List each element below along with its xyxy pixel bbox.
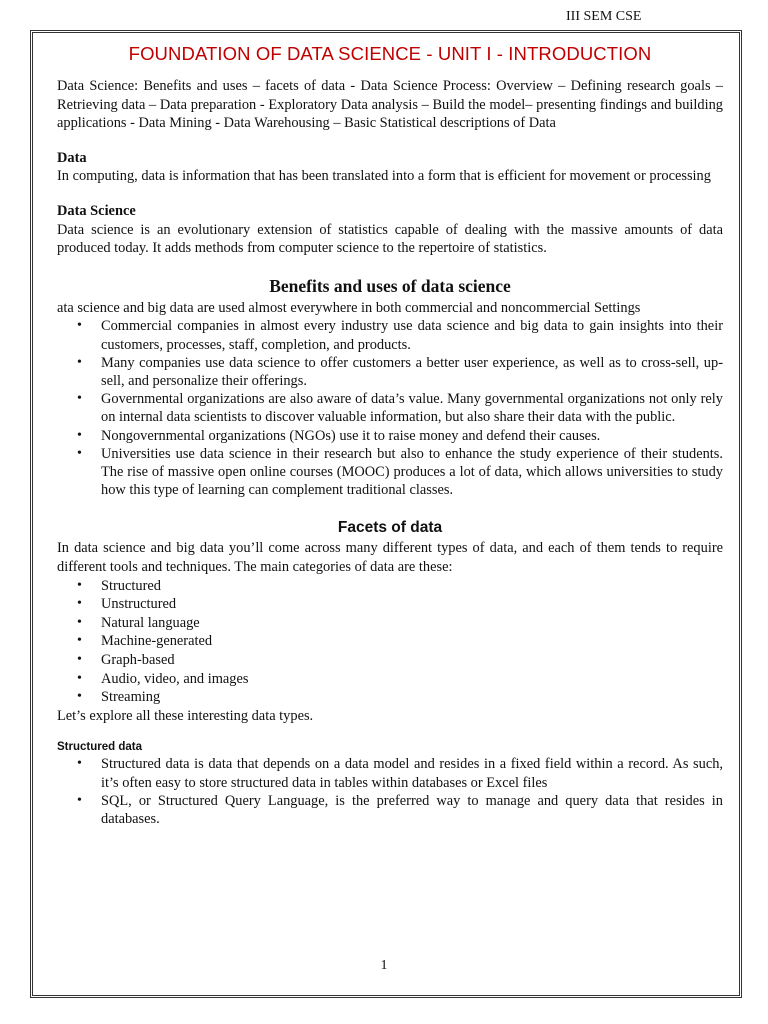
page-title: FOUNDATION OF DATA SCIENCE - UNIT I - INTRODUCTION <box>128 43 652 64</box>
data-science-heading: Data Science <box>57 202 136 219</box>
facets-outro: Let’s explore all these interesting data types. <box>57 707 314 724</box>
list-item: • Governmental organizations are also aware of data’s value. Many governmental organizations not only rely on internal data scientists to discover valuable information, but also share their data with the public. <box>57 390 723 426</box>
page-number: 1 <box>380 958 388 973</box>
structured-data-list <box>57 755 723 828</box>
data-science-definition: Data science is an evolutionary extension of statistics capable of dealing with the massive amounts of data produced today. It adds methods from computer science to the repertoire of statistics. <box>57 221 723 257</box>
facets-list <box>57 577 723 707</box>
list-item: • Streaming <box>57 688 723 707</box>
structured-data-heading: Structured data <box>57 741 142 754</box>
list-item: • Structured data is data that depends on a data model and resides in a fixed field within a record. As such, it’s often easy to store structured data in tables within databases or Excel files <box>57 755 723 791</box>
list-item: • Audio, video, and images <box>57 670 723 689</box>
list-item: • Structured <box>57 577 723 596</box>
facets-heading: Facets of data <box>337 519 443 537</box>
list-item: • Unstructured <box>57 595 723 614</box>
data-heading: Data <box>57 149 87 166</box>
list-item: • Commercial companies in almost every industry use data science and big data to gain insights into their customers, processes, staff, completion, and products. <box>57 317 723 353</box>
syllabus-paragraph: Data Science: Benefits and uses – facets of data - Data Science Process: Overview – Defining research goals – Retrieving data – Data preparation - Exploratory Data analysis – Build the model– presenting findings and building applications - Data Mining - Data Warehousing – Basic Statistical descriptions of Data <box>57 78 723 132</box>
benefits-list <box>57 317 723 499</box>
list-item: • Universities use data science in their research but also to enhance the study experience of their students. The rise of massive open online courses (MOOC) produces a lot of data, which allows universities to study how this type of learning can complement traditional classes. <box>57 445 723 500</box>
list-item: • Nongovernmental organizations (NGOs) use it to raise money and defend their causes. <box>57 427 723 445</box>
list-item: • Natural language <box>57 614 723 633</box>
facets-intro: In data science and big data you’ll come across many different types of data, and each of them tends to require different tools and techniques. The main categories of data are these: <box>57 540 723 575</box>
document-body <box>57 40 723 828</box>
list-item: • Graph-based <box>57 651 723 670</box>
list-item: • Machine-generated <box>57 632 723 651</box>
benefits-heading: Benefits and uses of data science <box>269 275 511 296</box>
header-course-label: III SEM CSE <box>566 9 642 24</box>
list-item: • Many companies use data science to offer customers a better user experience, as well as to cross-sell, up-sell, and personalize their offerings. <box>57 354 723 390</box>
list-item: • SQL, or Structured Query Language, is the preferred way to manage and query data that resides in databases. <box>57 792 723 828</box>
benefits-intro: ata science and big data are used almost everywhere in both commercial and noncommercial Settings <box>57 299 641 316</box>
data-definition: In computing, data is information that has been translated into a form that is efficient for movement or processing <box>57 168 711 185</box>
